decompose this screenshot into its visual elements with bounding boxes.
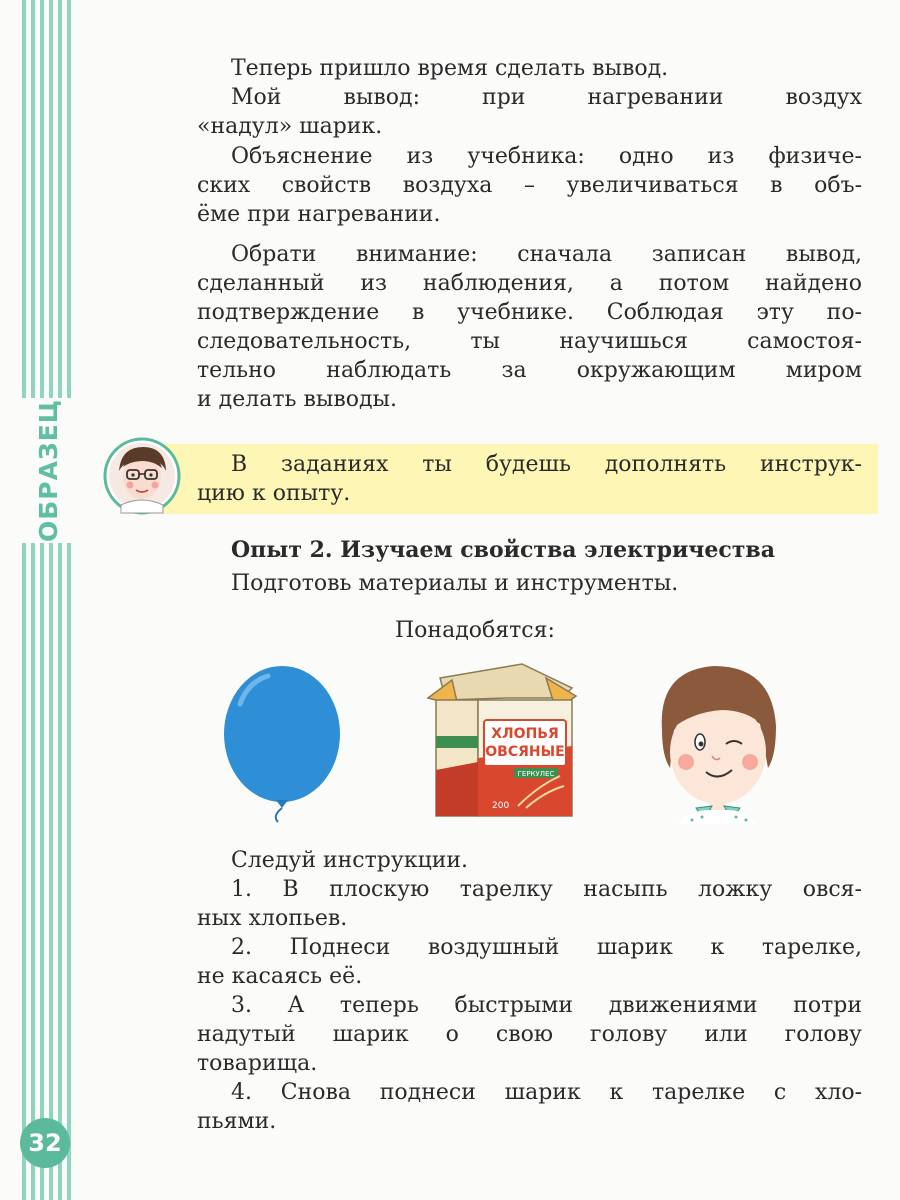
my-conclusion-line: Мой вывод: при нагревании воздух bbox=[231, 85, 862, 110]
blue-balloon-icon bbox=[218, 664, 350, 824]
page-number: 32 bbox=[20, 1118, 70, 1168]
experiment-header bbox=[197, 536, 862, 598]
child-head-icon bbox=[652, 660, 782, 824]
oat-flakes-box-icon bbox=[422, 658, 578, 820]
conclusion-block bbox=[197, 54, 862, 141]
sample-watermark-label: ОБРАЗЕЦ bbox=[22, 398, 74, 543]
instructions-block: Следуй инструкции. 1. В плоскую тарелку насыпь ложку овся- ных хлопьев. 2. Поднеси воздушный шарик к тарелке, не касаясь её. 3. А теперь быстрыми движениями потри надутый шарик о свою голову или голову товарища. 4. Снова поднеси шарик к тарелке с хло- пьями. bbox=[197, 848, 862, 1134]
needed-label: Понадобятся: bbox=[395, 618, 555, 643]
step-1: 1. В плоскую тарелку насыпь ложку овся- bbox=[231, 877, 862, 902]
step-2: 2. Поднеси воздушный шарик к тарелке, bbox=[231, 935, 862, 960]
prepare-text: Подготовь материалы и инструменты. bbox=[231, 571, 679, 596]
boy-with-glasses-icon bbox=[103, 437, 181, 515]
step-3: 3. А теперь быстрыми движениями потри bbox=[231, 993, 862, 1018]
textbook-explanation: Объяснение из учебника: одно из физиче- ских свойств воздуха – увеличиваться в объ- ёме при нагревании. bbox=[197, 144, 862, 227]
step-4: 4. Снова поднеси шарик к тарелке с хло- bbox=[231, 1080, 862, 1105]
conclusion-intro: Теперь пришло время сделать вывод. bbox=[231, 56, 669, 81]
attention-paragraph: Обрати внимание: сначала записан вывод, сделанный из наблюдения, а потом найдено подтверждение в учебнике. Соблюдая эту по- следовательность, ты научишься самостоя- тельно наблюдать за окружающим миром и делать выводы. bbox=[197, 242, 862, 412]
margin-stripes bbox=[0, 0, 80, 1200]
experiment-title: Опыт 2. Изучаем свойства электричества bbox=[231, 537, 775, 563]
box-title-line2: ОВСЯНЫЕ bbox=[485, 744, 565, 760]
box-title-line1: ХЛОПЬЯ bbox=[491, 726, 559, 742]
box-weight: 200 bbox=[492, 801, 510, 811]
note-text: В заданиях ты будешь дополнять инструк- цию к опыту. bbox=[197, 452, 862, 506]
my-conclusion-line: «надул» шарик. bbox=[197, 114, 383, 139]
box-brand: ГЕРКУЛЕС bbox=[517, 770, 555, 778]
follow-instruction: Следуй инструкции. bbox=[231, 848, 469, 873]
